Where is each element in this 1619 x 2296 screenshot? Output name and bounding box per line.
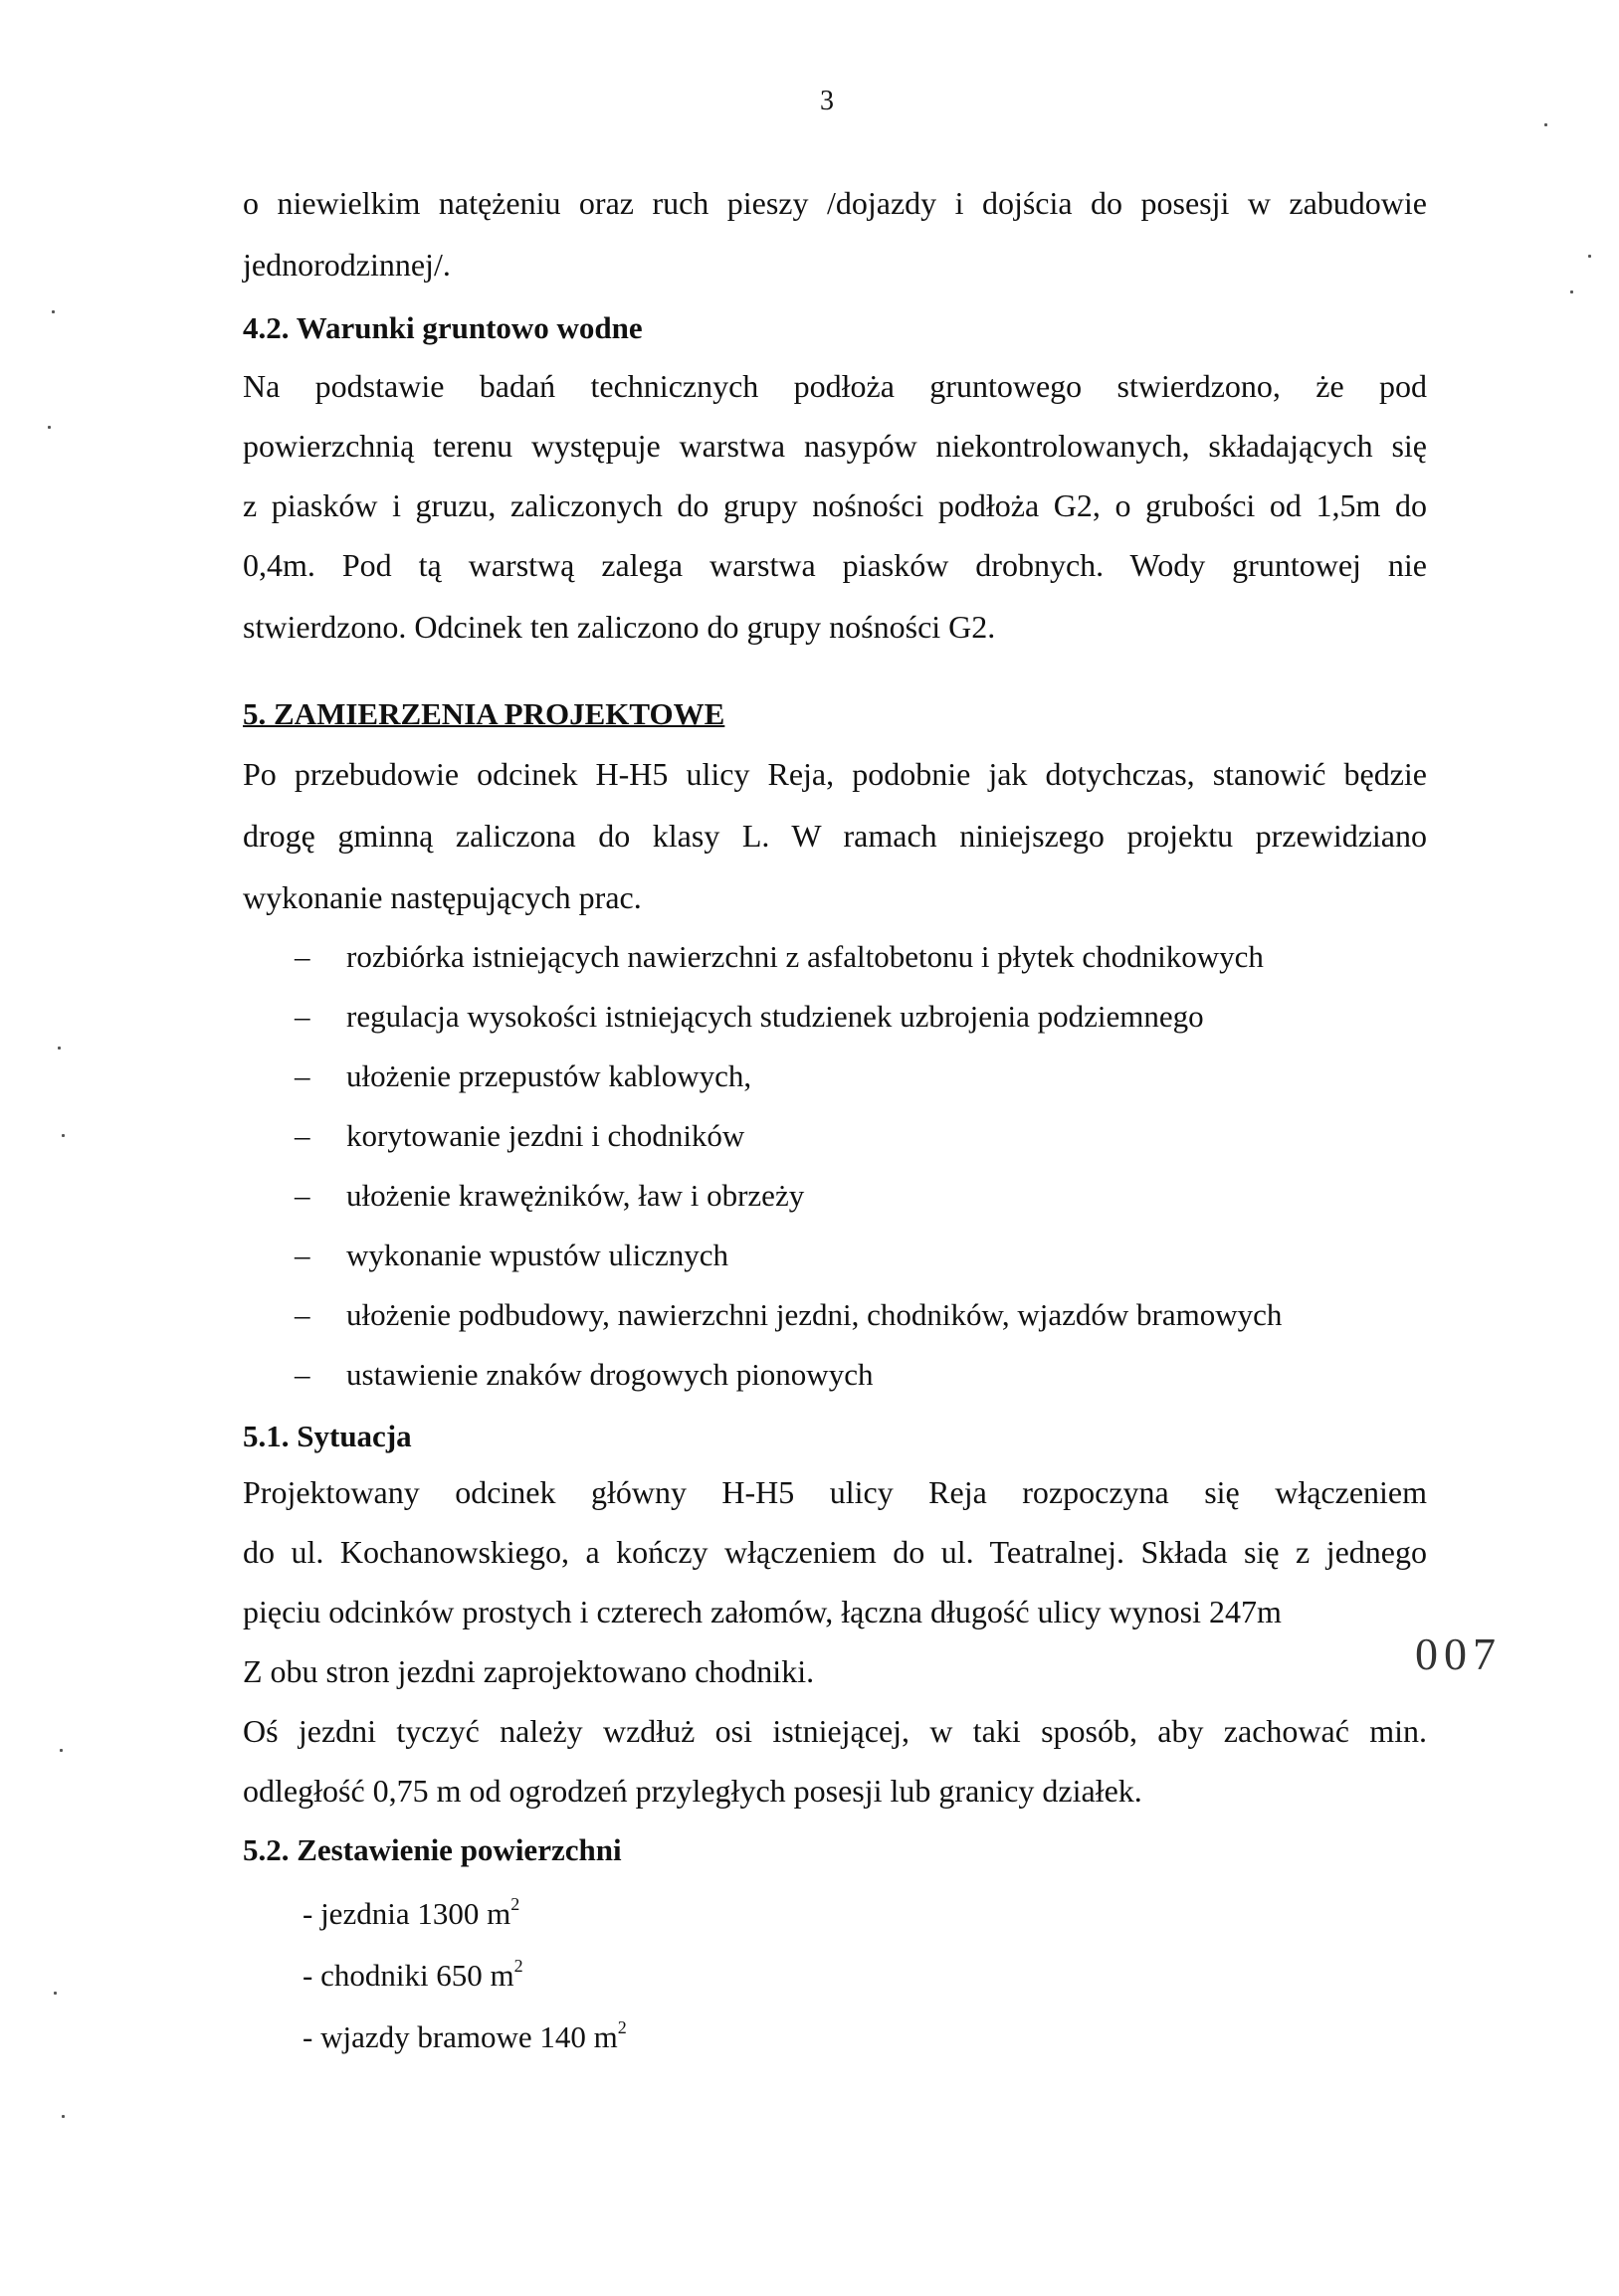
list-dash: – — [295, 1058, 310, 1093]
section-5-heading: 5. ZAMIERZENIA PROJEKTOWE — [243, 696, 725, 731]
superscript: 2 — [617, 2017, 627, 2037]
list-item-text: regulacja wysokości istniejących studzienek uzbrojenia podziemnego — [346, 999, 1204, 1034]
surface-item-text: - jezdnia 1300 m — [303, 1896, 511, 1931]
list-item — [295, 1357, 873, 1393]
list-item — [295, 939, 1264, 975]
page-number: 3 — [820, 86, 834, 116]
list-item-text: ułożenie podbudowy, nawierzchni jezdni, chodników, wjazdów bramowych — [346, 1297, 1283, 1332]
scan-speck — [1570, 290, 1573, 293]
list-dash: – — [295, 999, 310, 1034]
section-5-1-line-1: Projektowany odcinek główny H-H5 ulicy Reja rozpoczyna się włączeniem — [243, 1474, 1427, 1510]
list-item — [295, 1058, 751, 1094]
surface-item-sidewalks — [303, 1956, 523, 1994]
section-5-1-line-4: Z obu stron jezdni zaprojektowano chodniki. — [243, 1653, 815, 1689]
section-5-line-3: wykonanie następujących prac. — [243, 879, 642, 915]
surface-item-gateways — [303, 2017, 627, 2055]
section-4-2-line-4: 0,4m. Pod tą warstwą zalega warstwa piasków drobnych. Wody gruntowej nie — [243, 547, 1427, 583]
surface-item-text: - wjazdy bramowe 140 m — [303, 2019, 618, 2054]
section-5-line-2: drogę gminną zaliczona do klasy L. W ramach niniejszego projektu przewidziano — [243, 818, 1427, 854]
section-5-1-line-6: odległość 0,75 m od ogrodzeń przyległych posesji lub granicy działek. — [243, 1773, 1142, 1809]
list-dash: – — [295, 1297, 310, 1332]
list-item — [295, 999, 1204, 1035]
list-item — [295, 1118, 744, 1154]
scan-speck — [48, 426, 51, 429]
scan-speck — [1588, 255, 1591, 258]
section-4-2-heading: 4.2. Warunki gruntowo wodne — [243, 310, 643, 345]
superscript: 2 — [513, 1956, 523, 1976]
section-5-line-1: Po przebudowie odcinek H-H5 ulicy Reja, podobnie jak dotychczas, stanowić będzie — [243, 756, 1427, 792]
section-5-2-heading: 5.2. Zestawienie powierzchni — [243, 1832, 622, 1867]
list-dash: – — [295, 1238, 310, 1272]
list-item-text: ustawienie znaków drogowych pionowych — [346, 1357, 874, 1392]
page-stamp-number: 007 — [1415, 1628, 1502, 1679]
scan-speck — [1544, 123, 1547, 126]
section-4-2-line-2: powierzchnią terenu występuje warstwa nasypów niekontrolowanych, składających się — [243, 428, 1427, 464]
superscript: 2 — [510, 1894, 520, 1914]
section-5-1-heading: 5.1. Sytuacja — [243, 1419, 412, 1453]
section-5-1-line-2: do ul. Kochanowskiego, a kończy włączeniem do ul. Teatralnej. Składa się z jednego — [243, 1534, 1427, 1570]
list-dash: – — [295, 939, 310, 974]
list-item — [295, 1178, 804, 1214]
scan-speck — [62, 1134, 65, 1137]
list-dash: – — [295, 1357, 310, 1392]
intro-line-1: o niewielkim natężeniu oraz ruch pieszy /dojazdy i dojścia do posesji w zabudowie — [243, 185, 1427, 221]
scan-speck — [58, 1047, 61, 1050]
section-4-2-line-3: z piasków i gruzu, zaliczonych do grupy nośności podłoża G2, o grubości od 1,5m do — [243, 487, 1427, 523]
list-dash: – — [295, 1178, 310, 1213]
section-4-2-line-1: Na podstawie badań technicznych podłoża gruntowego stwierdzono, że pod — [243, 368, 1427, 404]
section-5-1-line-5: Oś jezdni tyczyć należy wzdłuż osi istniejącej, w taki sposób, aby zachować min. — [243, 1713, 1427, 1749]
list-item-text: rozbiórka istniejących nawierzchni z asfaltobetonu i płytek chodnikowych — [346, 939, 1264, 974]
section-4-2-line-5: stwierdzono. Odcinek ten zaliczono do grupy nośności G2. — [243, 609, 996, 645]
list-item — [295, 1297, 1282, 1333]
scan-speck — [52, 310, 55, 313]
surface-item-roadway — [303, 1894, 519, 1932]
intro-line-2: jednorodzinnej/. — [243, 247, 451, 283]
list-item-text: wykonanie wpustów ulicznych — [346, 1238, 728, 1272]
list-item — [295, 1238, 728, 1273]
list-item-text: ułożenie przepustów kablowych, — [346, 1058, 752, 1093]
list-item-text: korytowanie jezdni i chodników — [346, 1118, 745, 1153]
list-dash: – — [295, 1118, 310, 1153]
surface-item-text: - chodniki 650 m — [303, 1958, 514, 1993]
scan-speck — [54, 1992, 57, 1995]
scan-speck — [60, 1749, 63, 1752]
list-item-text: ułożenie krawężników, ław i obrzeży — [346, 1178, 805, 1213]
scan-speck — [62, 2115, 65, 2118]
section-5-1-line-3: pięciu odcinków prostych i czterech załomów, łączna długość ulicy wynosi 247m — [243, 1594, 1282, 1629]
